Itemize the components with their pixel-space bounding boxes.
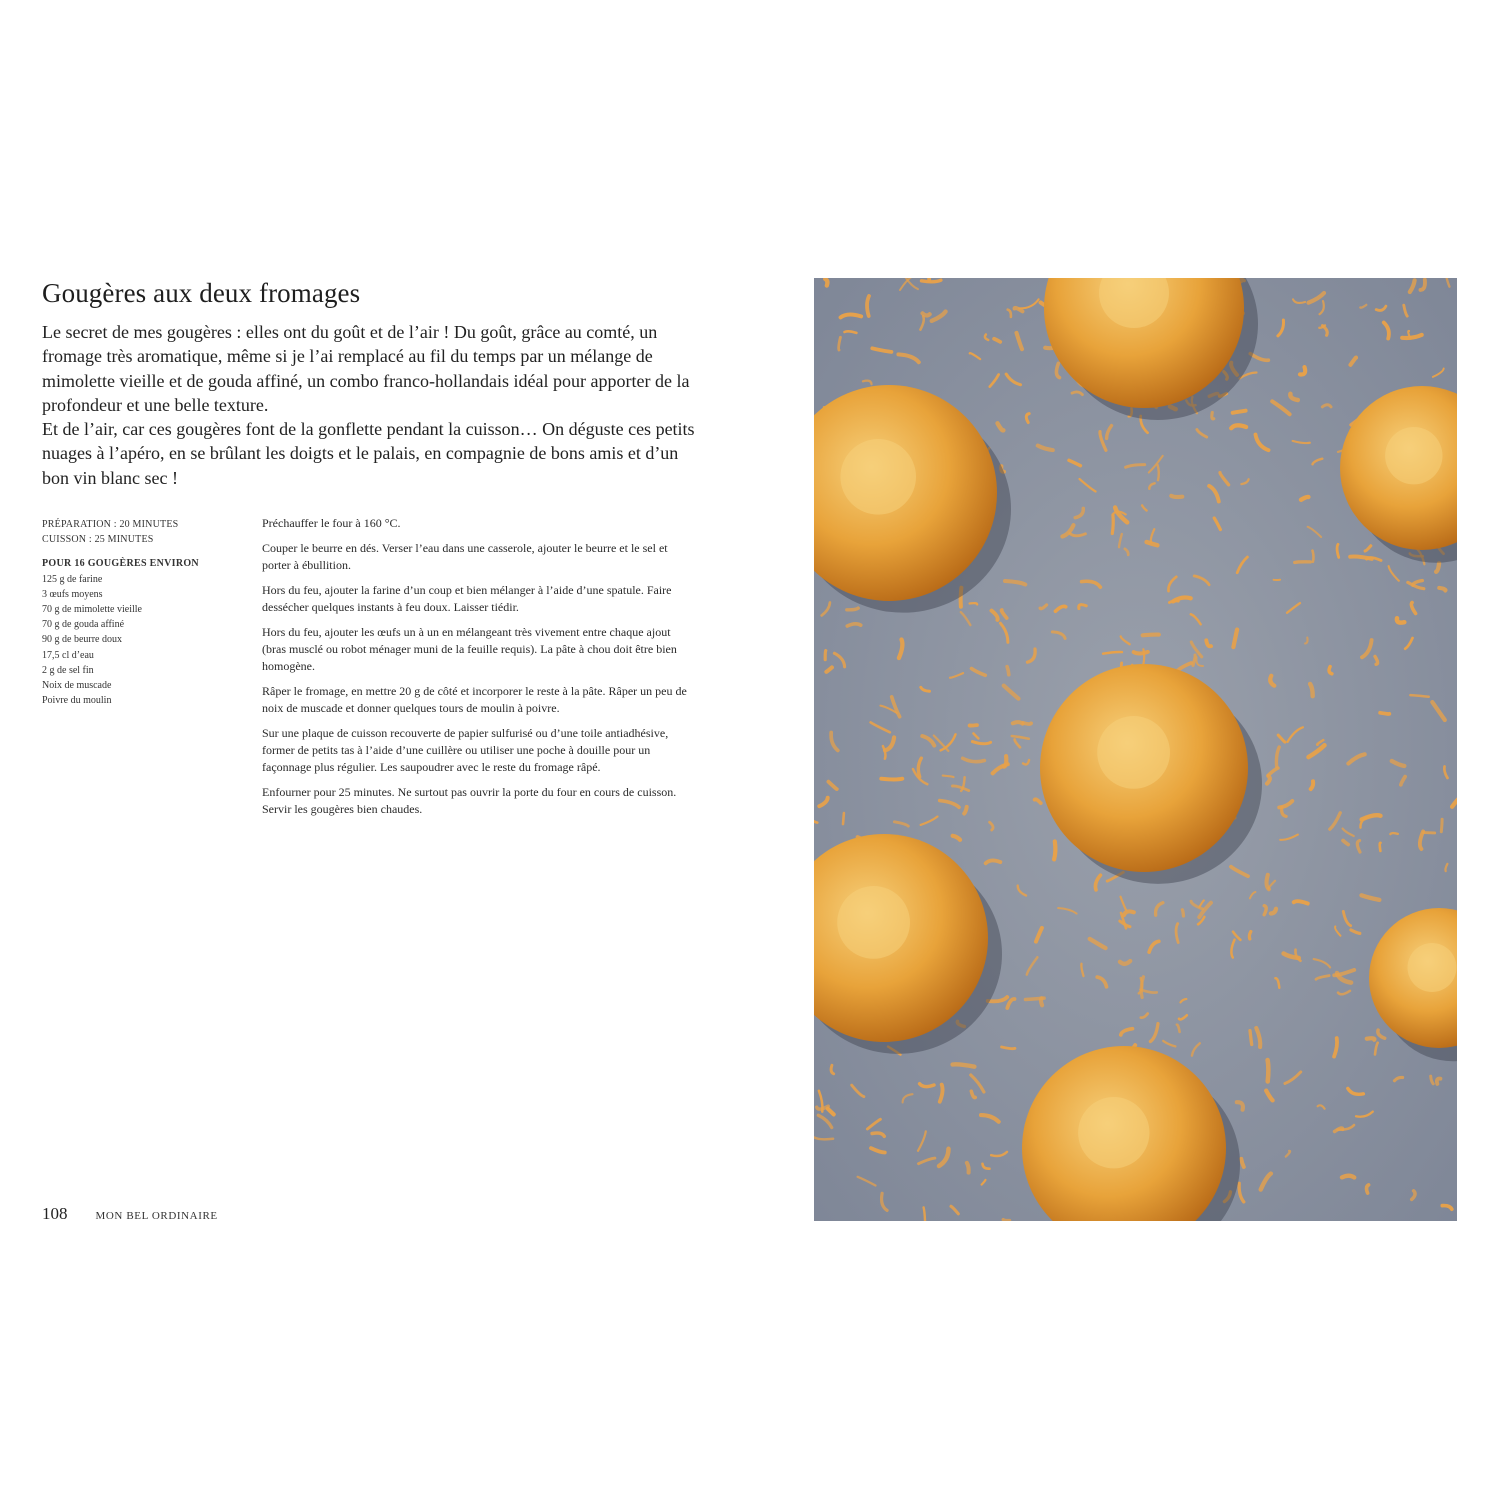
cheese-shred [922, 280, 941, 282]
cooking-time: CUISSON : 25 MINUTES [42, 534, 154, 546]
cheese-shred [1007, 667, 1009, 675]
ingredient-item: 125 g de farine [42, 573, 103, 585]
cheese-shred [1169, 601, 1178, 603]
cheese-shred [1023, 723, 1031, 724]
gougere-highlight [1078, 1097, 1149, 1168]
cheese-shred [1441, 819, 1442, 831]
cheese-shred [1264, 906, 1266, 915]
ingredient-item: 2 g de sel fin [42, 664, 94, 676]
cheese-shred [1041, 998, 1042, 1005]
cheese-shred [1367, 1038, 1375, 1039]
gougere-highlight [840, 439, 916, 515]
servings: POUR 16 GOUGÈRES ENVIRON [42, 558, 199, 570]
step-paragraph: Couper le beurre en dés. Verser l’eau dans une casserole, ajouter le beurre et le sel et porter à ébullition. [262, 541, 668, 572]
recipe-meta [42, 517, 242, 708]
cheese-shred [1294, 901, 1308, 903]
cheese-shred [847, 624, 860, 626]
cheese-shred [1182, 910, 1183, 916]
ingredient-item: Poivre du moulin [42, 695, 112, 707]
ingredient-item: 17,5 cl d’eau [42, 649, 94, 661]
recipe-intro [42, 320, 697, 490]
cheese-shred [1380, 843, 1381, 851]
step-paragraph: Hors du feu, ajouter les œufs un à un en mélangeant très vivement entre chaque ajout (bras musclé ou robot ménager muni de la feuille requis). La pâte à chou doit être bien homogène. [262, 625, 677, 673]
intro-paragraph: Et de l’air, car ces gougères font de la gonflette pendant la cuisson… On déguste ces petits nuages à l’apéro, en se brûlant les doigts et le palais, en compagnie de bons amis et d’un bon vin blanc sec ! [42, 419, 695, 488]
gougere-highlight [837, 886, 910, 959]
ingredient-item: Noix de muscade [42, 680, 112, 692]
gougere-highlight [1385, 427, 1442, 484]
cheese-shred [1013, 722, 1023, 724]
cheese-shred [1249, 932, 1250, 939]
cheese-shred [1267, 875, 1269, 889]
cheese-shred [825, 279, 827, 286]
cheese-shred [867, 296, 869, 316]
ingredient-list [42, 572, 242, 709]
gougere-highlight [1408, 943, 1457, 992]
cheese-shred [1380, 713, 1389, 714]
cheese-shred [1410, 695, 1428, 697]
cheese-shred [1250, 1031, 1252, 1045]
ingredient-item: 3 œufs moyens [42, 588, 103, 600]
step-paragraph: Hors du feu, ajouter la farine d’un coup et bien mélanger à l’aide d’une spatule. Faire dessécher quelques instants à feu doux. Laisser tiédir. [262, 583, 672, 614]
cheese-shred [1342, 1176, 1354, 1178]
preparation-time: PRÉPARATION : 20 MINUTES [42, 519, 179, 530]
recipe-title: Gougères aux deux fromages [42, 278, 361, 308]
page-number: 108 [42, 1204, 68, 1223]
ingredient-item: 70 g de mimolette vieille [42, 604, 142, 616]
cheese-shred [1375, 656, 1378, 664]
cheese-shred [825, 651, 826, 660]
cheese-shred [1112, 515, 1113, 534]
cheese-shred [1313, 551, 1314, 562]
cheese-shred [1134, 652, 1148, 654]
cheese-shred [1241, 1159, 1244, 1167]
step-paragraph: Enfourner pour 25 minutes. Ne surtout pas ouvrir la porte du four en cours de cuisson. Servir les gougères bien chaudes. [262, 785, 677, 816]
running-title: MON BEL ORDINAIRE [95, 1210, 218, 1222]
ingredient-item: 70 g de gouda affiné [42, 619, 125, 631]
cheese-shred [1171, 496, 1182, 497]
ingredient-item: 90 g de beurre doux [42, 634, 122, 646]
photo-illustration [814, 278, 1457, 1221]
step-paragraph: Râper le fromage, en mettre 20 g de côté et incorporer le reste à la pâte. Râper un peu de noix de muscade et donner quelques tours de moulin à poivre. [262, 684, 687, 715]
intro-paragraph: Le secret de mes gougères : elles ont du goût et de l’air ! Du goût, grâce au comté, un fromage très aromatique, même si je l’ai remplacé au fil du temps par un mélange de mimolette vieille et de gouda affiné, un combo franco-hollandais idéal pour apporter de la profondeur et une belle texture. [42, 322, 690, 415]
cheese-shred [967, 1163, 969, 1173]
cheese-shred [1295, 562, 1311, 563]
cheese-shred [1143, 635, 1159, 636]
cheese-shred [924, 1207, 925, 1220]
cheese-shred [1310, 684, 1313, 696]
step-paragraph: Sur une plaque de cuisson recouverte de papier sulfurisé ou d’une toile antiadhésive, former de petits tas à l’aide d’une cuillère ou utiliser une poche à douille pour un façonnage plus régulier. Les saupoudrer avec le reste du fromage râpé. [262, 726, 669, 774]
cheese-shred [1337, 544, 1339, 557]
cheese-shred [953, 1064, 975, 1066]
cheese-shred [1003, 1220, 1009, 1221]
cheese-shred [847, 608, 858, 610]
cheese-shred [843, 813, 844, 824]
recipe-steps [262, 515, 692, 826]
cheese-shred [1268, 1060, 1269, 1082]
cheese-shred [1367, 1185, 1369, 1193]
step-paragraph: Préchauffer le four à 160 °C. [262, 516, 401, 530]
cheese-shred [1054, 841, 1055, 859]
gougeres-photo [814, 278, 1457, 1221]
page-footer [42, 1204, 218, 1224]
cheese-shred [1158, 465, 1159, 480]
cheese-shred [964, 807, 967, 814]
cheese-shred [1390, 833, 1397, 834]
cheese-shred [881, 779, 902, 780]
cheese-shred [845, 331, 857, 333]
cheese-shred [1004, 756, 1006, 767]
cheese-shred [1233, 411, 1246, 413]
gougere-highlight [1097, 716, 1170, 789]
